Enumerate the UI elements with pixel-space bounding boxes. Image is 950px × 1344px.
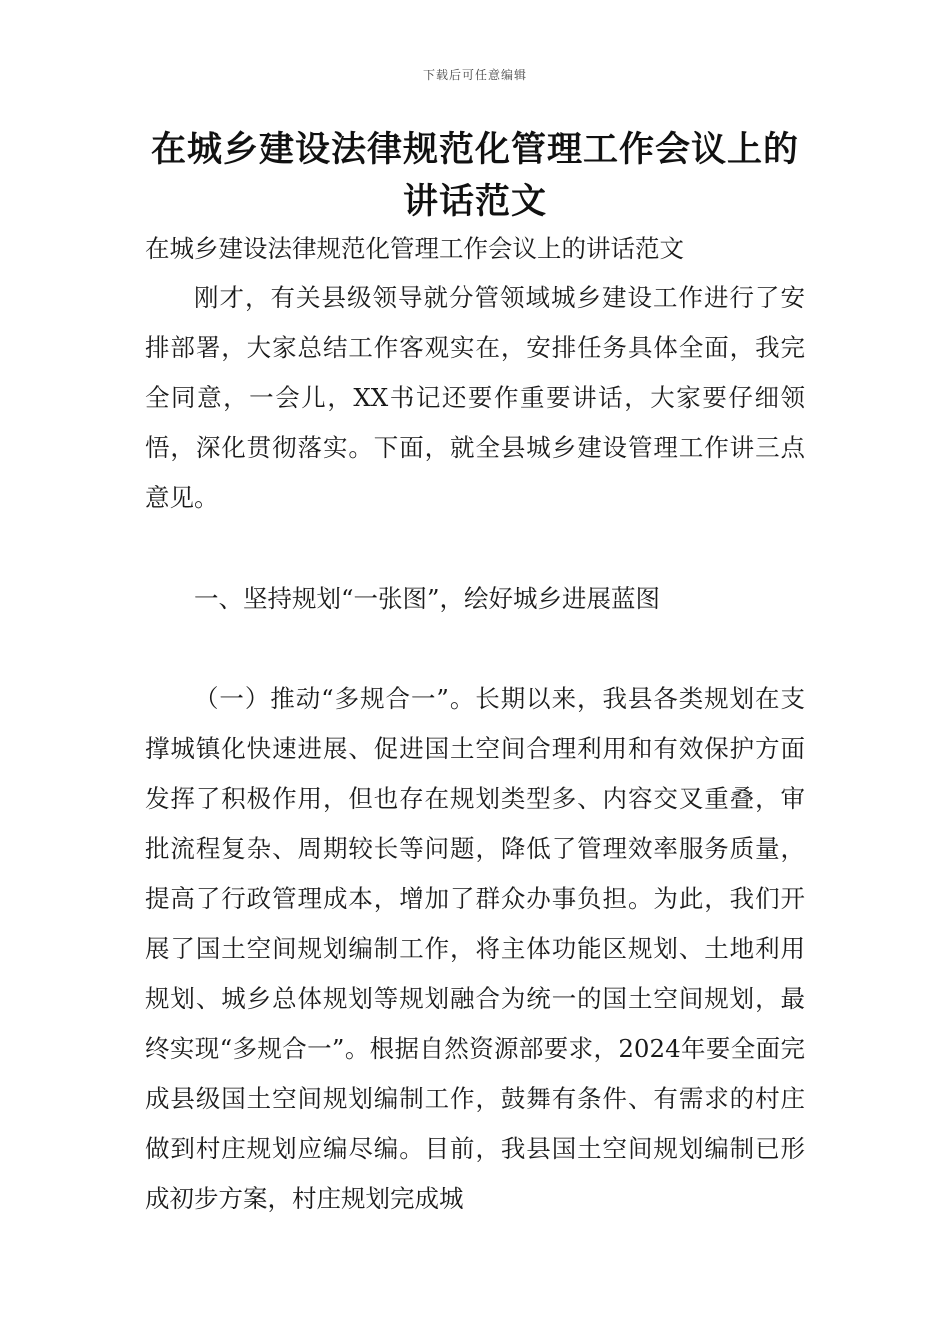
- document-subtitle: 在城乡建设法律规范化管理工作会议上的讲话范文: [145, 234, 684, 263]
- paragraph-intro: 刚才，有关县级领导就分管领域城乡建设工作进行了安排部署，大家总结工作客观实在，安排任务具体全面，我完全同意，一会儿，XX书记还要作重要讲话，大家要仔细领悟，深化贯彻落实。下面，就全县城乡建设管理工作讲三点意见。: [145, 283, 805, 512]
- document-title-line-1: 在城乡建设法律规范化管理工作会议上的: [150, 130, 799, 170]
- section-heading-1: 一、坚持规划“一张图”，绘好城乡进展蓝图: [194, 584, 661, 613]
- header-note: 下载后可任意编辑: [422, 68, 527, 82]
- document-title-line-2: 讲话范文: [402, 182, 547, 222]
- document-title: [140, 124, 810, 228]
- paragraph-section-1-1: （一）推动“多规合一”。长期以来，我县各类规划在支撑城镇化快速进展、促进国土空间合理利用和有效保护方面发挥了积极作用，但也存在规划类型多、内容交叉重叠，审批流程复杂、周期较长等问题，降低了管理效率服务质量，提高了行政管理成本，增加了群众办事负担。为此，我们开展了国土空间规划编制工作，将主体功能区规划、土地利用规划、城乡总体规划等规划融合为统一的国土空间规划，最终实现“多规合一”。根据自然资源部要求，2024年要全面完成县级国土空间规划编制工作，鼓舞有条件、有需求的村庄做到村庄规划应编尽编。目前，我县国土空间规划编制已形成初步方案，村庄规划完成城: [145, 684, 805, 1213]
